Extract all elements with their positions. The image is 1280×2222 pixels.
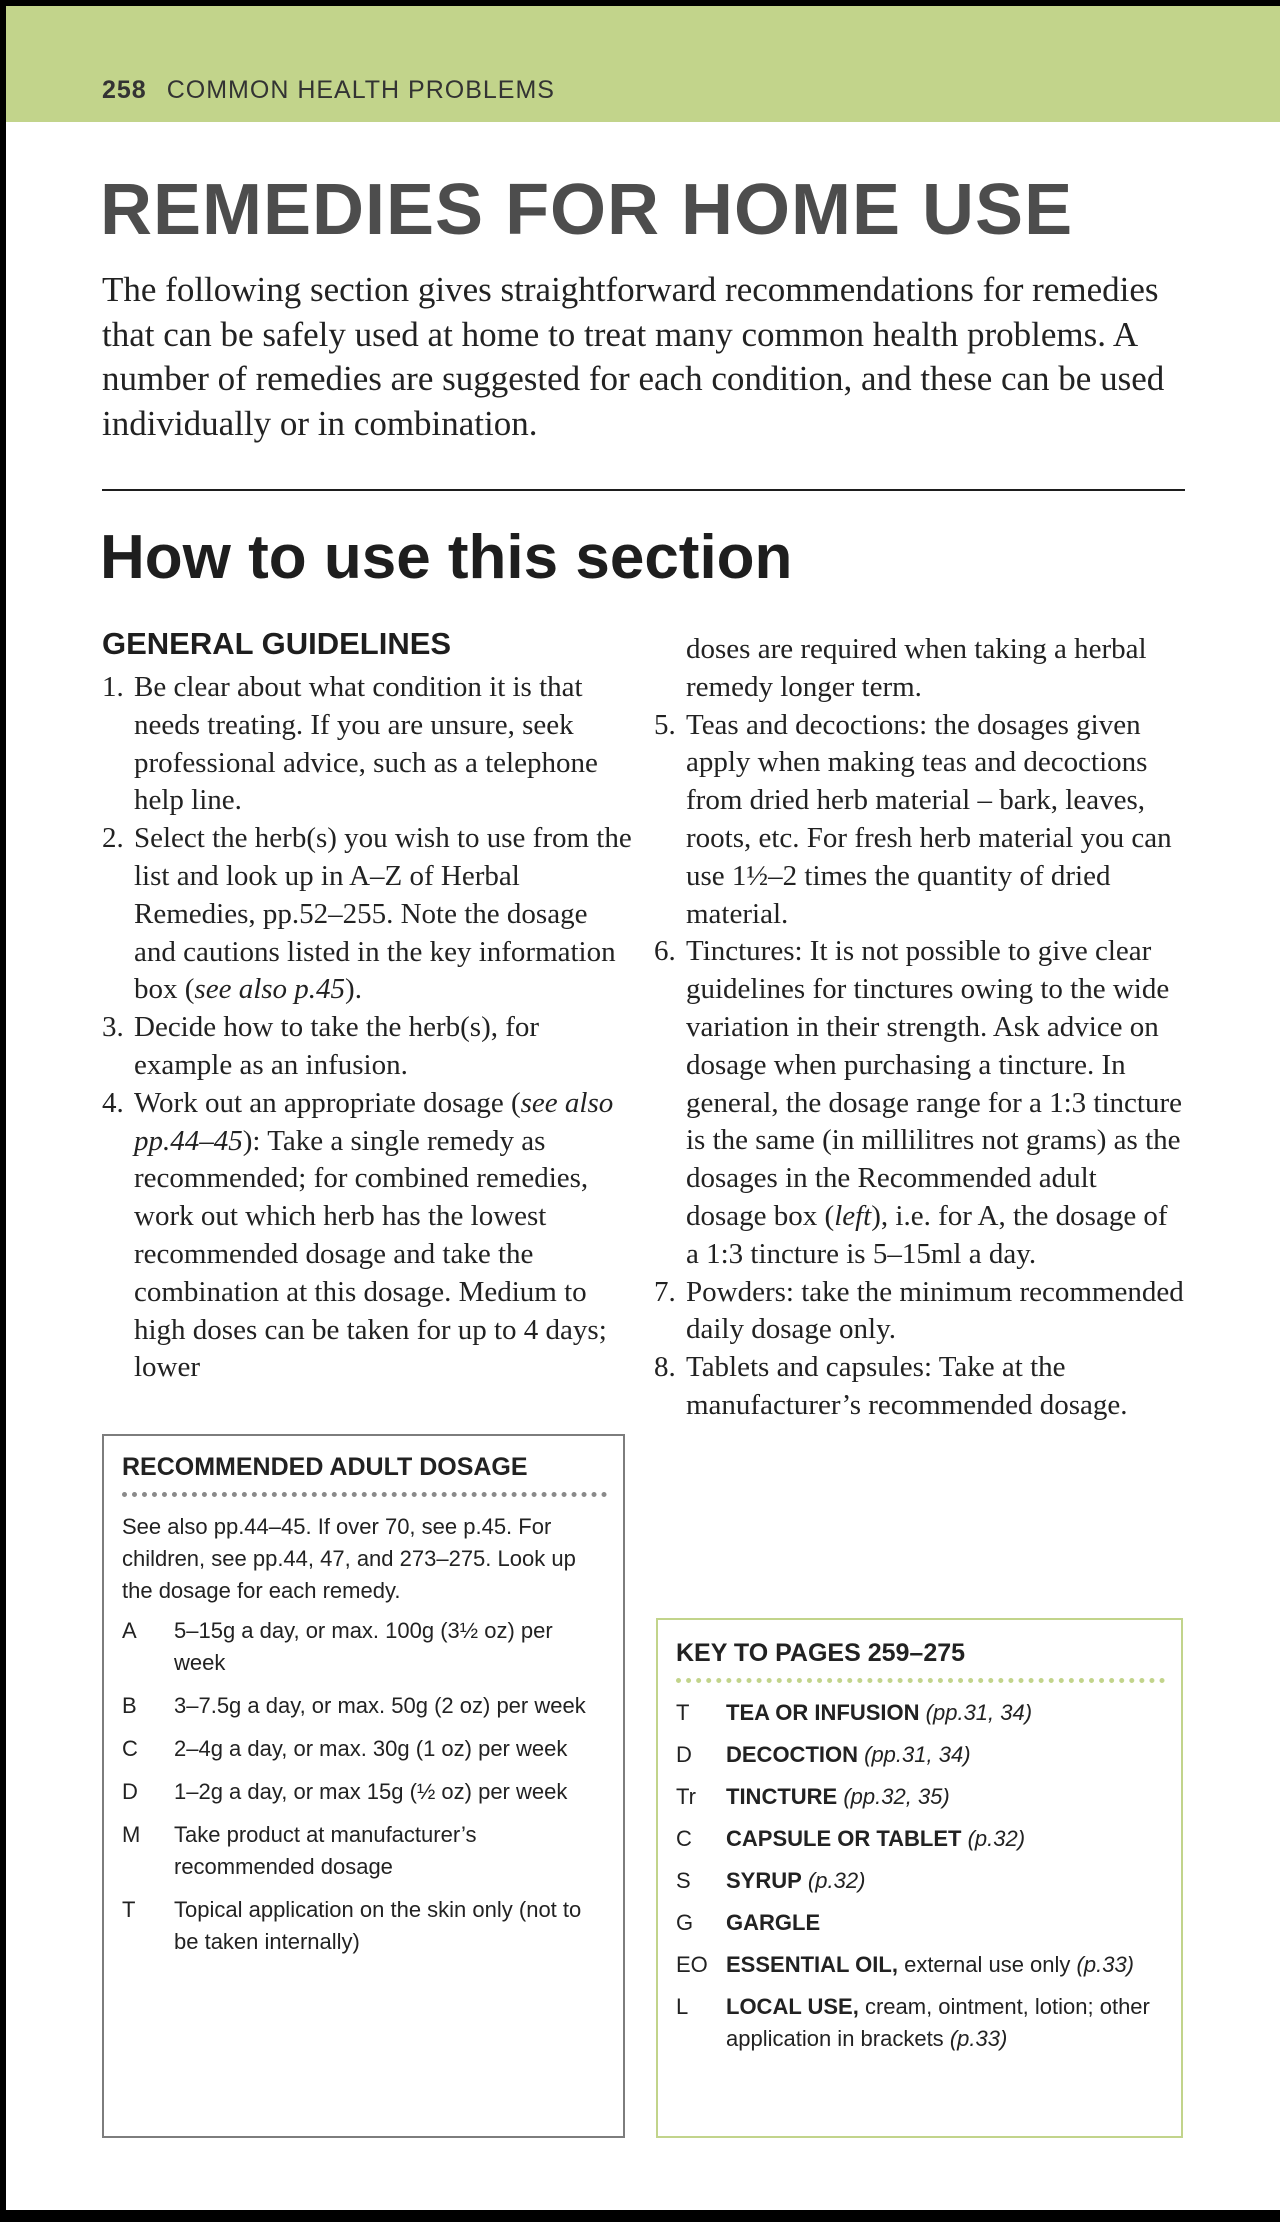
running-header [102, 76, 555, 105]
dotted-divider [676, 1678, 1165, 1683]
page-reference: left [834, 1199, 872, 1232]
recommended-dosage-box [102, 1434, 625, 2138]
page-reference: see also p.45 [194, 973, 346, 1006]
dosage-box-title: RECOMMENDED ADULT DOSAGE [122, 1453, 528, 1481]
key-box-title: KEY TO PAGES 259–275 [676, 1639, 966, 1667]
section-heading: How to use this section [100, 523, 793, 592]
guideline-item: 4. Work out an appropriate dosage (see also pp.44–45): Take a single remedy as recommended; for combined remedies, work out which herb has the lowest recommended dosage and take the combination at this dosage. Medium to high doses can be taken for up to 4 days; lower [102, 1086, 614, 1384]
guideline-continuation: doses are required when taking a herbal remedy longer term. [686, 633, 1147, 703]
guideline-item: 5. Teas and decoctions: the dosages given apply when making teas and decoctions from dried herb material – bark, leaves, roots, etc. For fresh herb material you can use 1½–2 times the quantity of dried material. [654, 708, 1172, 930]
key-row: D DECOCTION (pp.31, 34) [676, 1742, 971, 1767]
key-to-pages-box [656, 1618, 1183, 2138]
key-row: C CAPSULE OR TABLET (p.32) [676, 1826, 1026, 1851]
key-row: EO ESSENTIAL OIL, external use only (p.33) [676, 1952, 1135, 1977]
guidelines-list-col1 [102, 669, 632, 1387]
dosage-row: M Take product at manufacturer’s recommended dosage [122, 1822, 477, 1879]
dotted-divider [122, 1492, 607, 1497]
guideline-item: 2. Select the herb(s) you wish to use from the list and look up in A–Z of Herbal Remedies, pp.52–255. Note the dosage and cautions listed in the key information box (see also p.45). [102, 822, 632, 1006]
key-row: L LOCAL USE, cream, ointment, lotion; other application in brackets (p.33) [676, 1994, 1150, 2051]
intro-paragraph: The following section gives straightforward recommendations for remedies that can be safely used at home to treat many common health problems. A number of remedies are suggested for each condition, and these can be used individually or in combination. [102, 270, 1165, 443]
dosage-row: T Topical application on the skin only (not to be taken internally) [122, 1897, 582, 1954]
dosage-row: D 1–2g a day, or max 15g (½ oz) per week [122, 1779, 568, 1804]
guideline-item: 6. Tinctures: It is not possible to give clear guidelines for tinctures owing to the wide variation in their strength. Ask advice on dosage when purchasing a tincture. In general, the dosage range for a 1:3 tincture is the same (in millilitres not grams) as the dosages in the Recommended adult dosage box (left), i.e. for A, the dosage of a 1:3 tincture is 5–15ml a day. [654, 935, 1183, 1270]
key-row: S SYRUP (p.32) [676, 1868, 866, 1893]
dosage-row: A 5–15g a day, or max. 100g (3½ oz) per week [122, 1618, 553, 1675]
key-row: G GARGLE [676, 1910, 821, 1935]
guideline-item: 7. Powders: take the minimum recommended daily dosage only. [654, 1275, 1184, 1346]
page-number: 258 [102, 76, 147, 104]
dosage-box-intro: See also pp.44–45. If over 70, see p.45. For children, see pp.44, 47, and 273–275. Look up the dosage for each remedy. [122, 1514, 576, 1603]
page-reference: see also pp.44–45 [134, 1086, 614, 1157]
page-title: REMEDIES FOR HOME USE [100, 170, 1074, 250]
guidelines-list-col2 [654, 631, 1184, 1425]
guideline-item: 1. Be clear about what condition it is that needs treating. If you are unsure, seek professional advice, such as a telephone help line. [102, 671, 598, 817]
divider [102, 489, 1185, 491]
header-band [6, 6, 1280, 122]
page [6, 6, 1280, 2210]
key-row: Tr TINCTURE (pp.32, 35) [676, 1784, 950, 1809]
guideline-item: 8. Tablets and capsules: Take at the manufacturer’s recommended dosage. [654, 1351, 1128, 1421]
guideline-item: 3. Decide how to take the herb(s), for example as an infusion. [102, 1011, 540, 1081]
guidelines-subheading: GENERAL GUIDELINES [102, 626, 452, 661]
key-row: T TEA OR INFUSION (pp.31, 34) [676, 1700, 1033, 1725]
dosage-row: B 3–7.5g a day, or max. 50g (2 oz) per week [122, 1693, 586, 1718]
section-name: COMMON HEALTH PROBLEMS [166, 76, 555, 104]
dosage-row: C 2–4g a day, or max. 30g (1 oz) per week [122, 1736, 568, 1761]
